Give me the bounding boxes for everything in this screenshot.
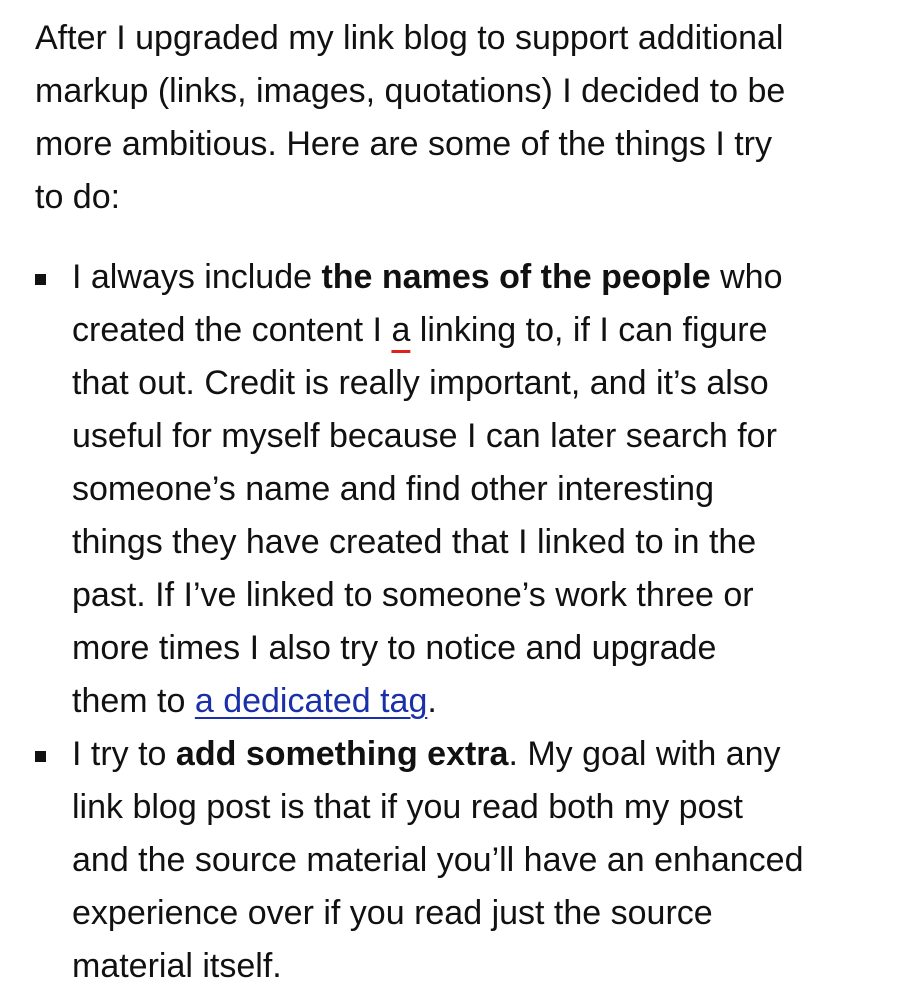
- bullet-text: . My goal with any: [508, 735, 781, 773]
- bullet-text: who: [710, 258, 783, 296]
- bullet-item-credit-names: [35, 251, 885, 728]
- bullet-line: [72, 251, 885, 304]
- bullet-text: created the content I: [72, 311, 392, 349]
- bold-emphasis: the names of the people: [321, 258, 711, 296]
- bullet-item-add-extra: [35, 728, 885, 993]
- intro-paragraph: [35, 12, 885, 224]
- bullet-line: and the source material you’ll have an enhanced: [72, 841, 804, 879]
- bullet-line: things they have created that I linked to in the: [72, 523, 757, 561]
- bullet-text: I always include: [72, 258, 322, 296]
- bold-emphasis: add something extra: [175, 735, 509, 773]
- bullet-line: [72, 675, 885, 728]
- intro-line: to do:: [35, 178, 121, 216]
- bullet-text: .: [427, 682, 437, 720]
- bullet-line: useful for myself because I can later search for: [72, 417, 777, 455]
- bullet-line: more times I also try to notice and upgrade: [72, 629, 717, 667]
- bullet-line: experience over if you read just the source: [72, 894, 713, 932]
- bullet-line: material itself.: [72, 947, 282, 985]
- bullet-line: link blog post is that if you read both my post: [72, 788, 743, 826]
- bullet-line: that out. Credit is really important, and it’s also: [72, 364, 769, 402]
- intro-line: markup (links, images, quotations) I decided to be: [35, 72, 786, 110]
- square-bullet-icon: [35, 751, 46, 762]
- bullet-text: linking to, if I can figure: [410, 311, 768, 349]
- square-bullet-icon: [35, 274, 46, 285]
- bullet-line: past. If I’ve linked to someone’s work three or: [72, 576, 754, 614]
- bullet-text: I try to: [72, 735, 176, 773]
- spellcheck-flagged-word[interactable]: a: [391, 311, 411, 349]
- bullet-text: them to: [72, 682, 195, 720]
- bullet-list: [35, 251, 885, 993]
- article-body: [35, 12, 885, 985]
- bullet-line: someone’s name and find other interesting: [72, 470, 714, 508]
- intro-line: more ambitious. Here are some of the things I try: [35, 125, 772, 163]
- intro-line: After I upgraded my link blog to support additional: [35, 19, 784, 57]
- bullet-line: [72, 728, 885, 781]
- bullet-line: [72, 304, 885, 357]
- dedicated-tag-link[interactable]: a dedicated tag: [194, 682, 428, 720]
